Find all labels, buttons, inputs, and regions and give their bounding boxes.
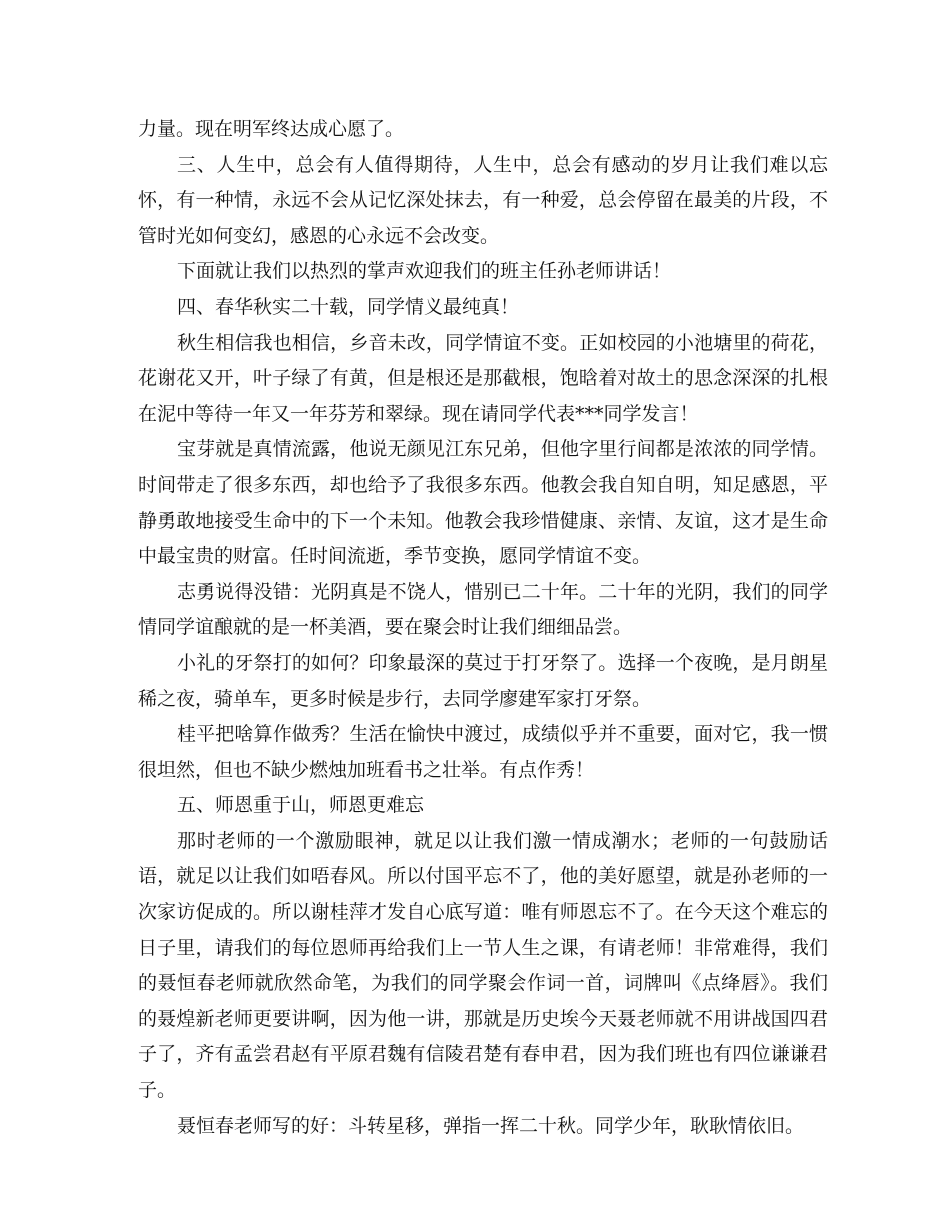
- paragraph-baoya: 宝芽就是真情流露，他说无颜见江东兄弟，但他字里行间都是浓浓的同学情。时间带走了很多东西，却也给予了我很多东西。他教会我自知自明，知足感恩，平静勇敢地接受生命中的下一个未知。他教会我珍惜健康、亲情、友谊，这才是生命中最宝贵的财富。任时间流逝，季节变换，愿同学情谊不变。: [138, 438, 828, 568]
- paragraph-continuation: 力量。现在明军终达成心愿了。: [138, 118, 405, 140]
- paragraph-guiping: 桂平把啥算作做秀？生活在愉快中渡过，成绩似乎并不重要，面对它，我一惯很坦然，但也不缺少燃烛加班看书之壮举。有点作秀！: [138, 723, 828, 781]
- paragraph-teacher-speech-intro: 下面就让我们以热烈的掌声欢迎我们的班主任孙老师讲话！: [176, 260, 671, 283]
- paragraph-qiusheng: 秋生相信我也相信，乡音未改，同学情谊不变。正如校园的小池塘里的荷花，花谢花又开，叶子绿了有黄，但是根还是那截根，饱晗着对故土的思念深深的扎根在泥中等待一年又一年芬芳和翠绿。现在请同学代表***同学发言！: [138, 331, 828, 425]
- paragraph-section-three: 三、人生中，总会有人值得期待，人生中，总会有感动的岁月让我们难以忘怀，有一种情，永远不会从记忆深处抹去，有一种爱，总会停留在最美的片段，不管时光如何变幻，感恩的心永远不会改变。: [138, 153, 828, 247]
- paragraph-teachers: 那时老师的一个激励眼神，就足以让我们激一情成潮水；老师的一句鼓励话语，就足以让我们如唔春风。所以付国平忘不了，他的美好愿望，就是孙老师的一次家访促成的。所以谢桂萍才发自心底写道：唯有师恩忘不了。在今天这个难忘的日子里，请我们的每位恩师再给我们上一节人生之课，有请老师！非常难得，我们的聂恒春老师就欣然命笔，为我们的同学聚会作词一首，词牌叫《点绛唇》。我们的聂煌新老师更要讲啊，因为他一讲，那就是历史埃今天聂老师就不用讲战国四君子了，齐有孟尝君赵有平原君魏有信陵君楚有春申君，因为我们班也有四位谦谦君子。: [138, 829, 828, 1102]
- document-body: [138, 112, 828, 1144]
- paragraph-section-five-heading: 五、师恩重于山，师恩更难忘: [176, 794, 424, 817]
- paragraph-zhiyong: 志勇说得没错：光阴真是不饶人，惜别已二十年。二十年的光阴，我们的同学情同学谊酿就的是一杯美酒，要在聚会时让我们细细品尝。: [138, 580, 828, 639]
- paragraph-section-four-heading: 四、春华秋实二十载，同学情义最纯真！: [176, 295, 519, 318]
- paragraph-nie-hengchun: 聂恒春老师写的好：斗转星移，弹指一挥二十秋。同学少年，耿耿情依旧。: [176, 1114, 804, 1137]
- paragraph-xiaoli: 小礼的牙祭打的如何？印象最深的莫过于打牙祭了。选择一个夜晚，是月朗星稀之夜，骑单车，更多时候是步行，去同学廖建军家打牙祭。: [138, 651, 828, 710]
